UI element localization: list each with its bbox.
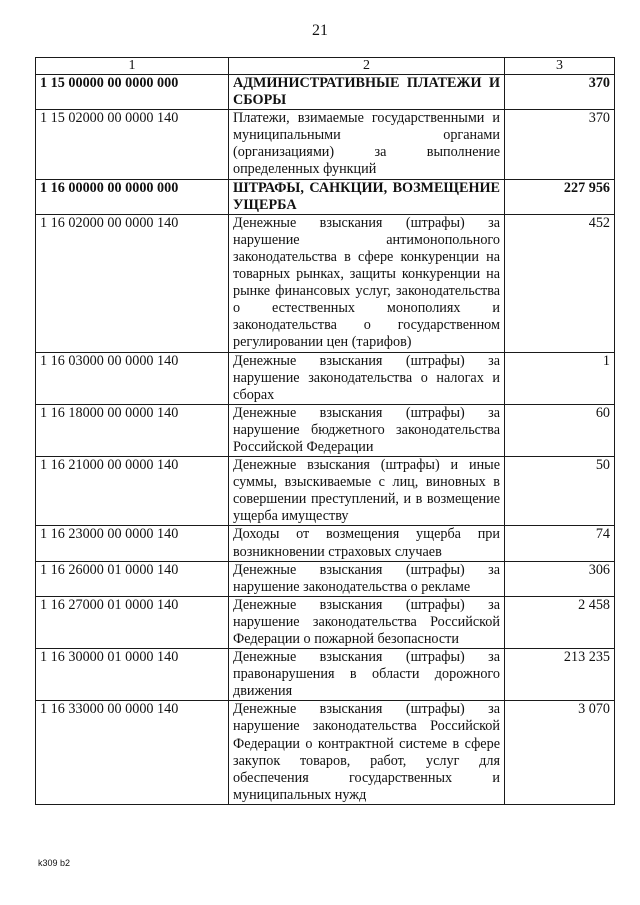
budget-code-cell: 1 16 26000 01 0000 140 <box>36 561 229 596</box>
budget-code-cell: 1 15 02000 00 0000 140 <box>36 110 229 179</box>
budget-code-cell: 1 15 00000 00 0000 000 <box>36 75 229 110</box>
revenue-name-cell: Доходы от возмещения ущерба при возникновении страховых случаев <box>229 526 505 561</box>
table-body <box>36 75 615 805</box>
page-number: 21 <box>312 22 328 39</box>
table-row <box>36 596 615 648</box>
budget-code-cell: 1 16 23000 00 0000 140 <box>36 526 229 561</box>
revenue-name-cell: АДМИНИСТРАТИВНЫЕ ПЛАТЕЖИ И СБОРЫ <box>229 75 505 110</box>
revenue-name-cell: Денежные взыскания (штрафы) и иные суммы, взыскиваемые с лиц, виновных в совершении преступлений, и в возмещение ущерба имуществу <box>229 457 505 526</box>
table-row <box>36 110 615 179</box>
table-row <box>36 352 615 404</box>
column-header-amount: 3 <box>505 58 615 75</box>
revenue-name-cell: Денежные взыскания (штрафы) за нарушение законодательства Российской Федерации о пожарной безопасности <box>229 596 505 648</box>
table-row <box>36 561 615 596</box>
amount-cell: 1 <box>505 352 615 404</box>
revenue-name-cell: Денежные взыскания (штрафы) за нарушение законодательства о рекламе <box>229 561 505 596</box>
column-header-name: 2 <box>229 58 505 75</box>
table-row <box>36 457 615 526</box>
revenue-name-cell: Платежи, взимаемые государственными и муниципальными органами (организациями) за выполнение определенных функций <box>229 110 505 179</box>
table-row <box>36 404 615 456</box>
amount-cell: 50 <box>505 457 615 526</box>
amount-cell: 306 <box>505 561 615 596</box>
budget-revenue-table <box>35 57 615 805</box>
budget-code-cell: 1 16 33000 00 0000 140 <box>36 701 229 805</box>
revenue-name-cell: Денежные взыскания (штрафы) за нарушение бюджетного законодательства Российской Федерации <box>229 404 505 456</box>
table-row <box>36 649 615 701</box>
revenue-name-cell: Денежные взыскания (штрафы) за нарушение законодательства Российской Федерации о контрактной системе в сфере закупок товаров, работ, услуг для обеспечения государственных и муниципальных нужд <box>229 701 505 805</box>
amount-cell: 213 235 <box>505 649 615 701</box>
revenue-name-cell: Денежные взыскания (штрафы) за нарушение законодательства о налогах и сборах <box>229 352 505 404</box>
budget-code-cell: 1 16 02000 00 0000 140 <box>36 214 229 352</box>
section-row <box>36 179 615 214</box>
budget-code-cell: 1 16 00000 00 0000 000 <box>36 179 229 214</box>
amount-cell: 60 <box>505 404 615 456</box>
budget-code-cell: 1 16 18000 00 0000 140 <box>36 404 229 456</box>
amount-cell: 74 <box>505 526 615 561</box>
budget-code-cell: 1 16 27000 01 0000 140 <box>36 596 229 648</box>
revenue-name-cell: Денежные взыскания (штрафы) за правонарушения в области дорожного движения <box>229 649 505 701</box>
amount-cell: 3 070 <box>505 701 615 805</box>
table-row <box>36 214 615 352</box>
amount-cell: 370 <box>505 110 615 179</box>
revenue-name-cell: Денежные взыскания (штрафы) за нарушение антимонопольного законодательства в сфере конкуренции на товарных рынках, защиты конкуренции на рынке финансовых услуг, законодательства о естественных монополиях и законодательства о государственном регулировании цен (тарифов) <box>229 214 505 352</box>
footer-document-code: k309 b2 <box>38 858 71 868</box>
revenue-name-cell: ШТРАФЫ, САНКЦИИ, ВОЗМЕЩЕНИЕ УЩЕРБА <box>229 179 505 214</box>
amount-cell: 452 <box>505 214 615 352</box>
amount-cell: 370 <box>505 75 615 110</box>
budget-code-cell: 1 16 03000 00 0000 140 <box>36 352 229 404</box>
budget-code-cell: 1 16 21000 00 0000 140 <box>36 457 229 526</box>
section-row <box>36 75 615 110</box>
column-header-code: 1 <box>36 58 229 75</box>
table-header-row <box>36 58 615 75</box>
table-row <box>36 526 615 561</box>
budget-code-cell: 1 16 30000 01 0000 140 <box>36 649 229 701</box>
table-row <box>36 701 615 805</box>
amount-cell: 2 458 <box>505 596 615 648</box>
amount-cell: 227 956 <box>505 179 615 214</box>
